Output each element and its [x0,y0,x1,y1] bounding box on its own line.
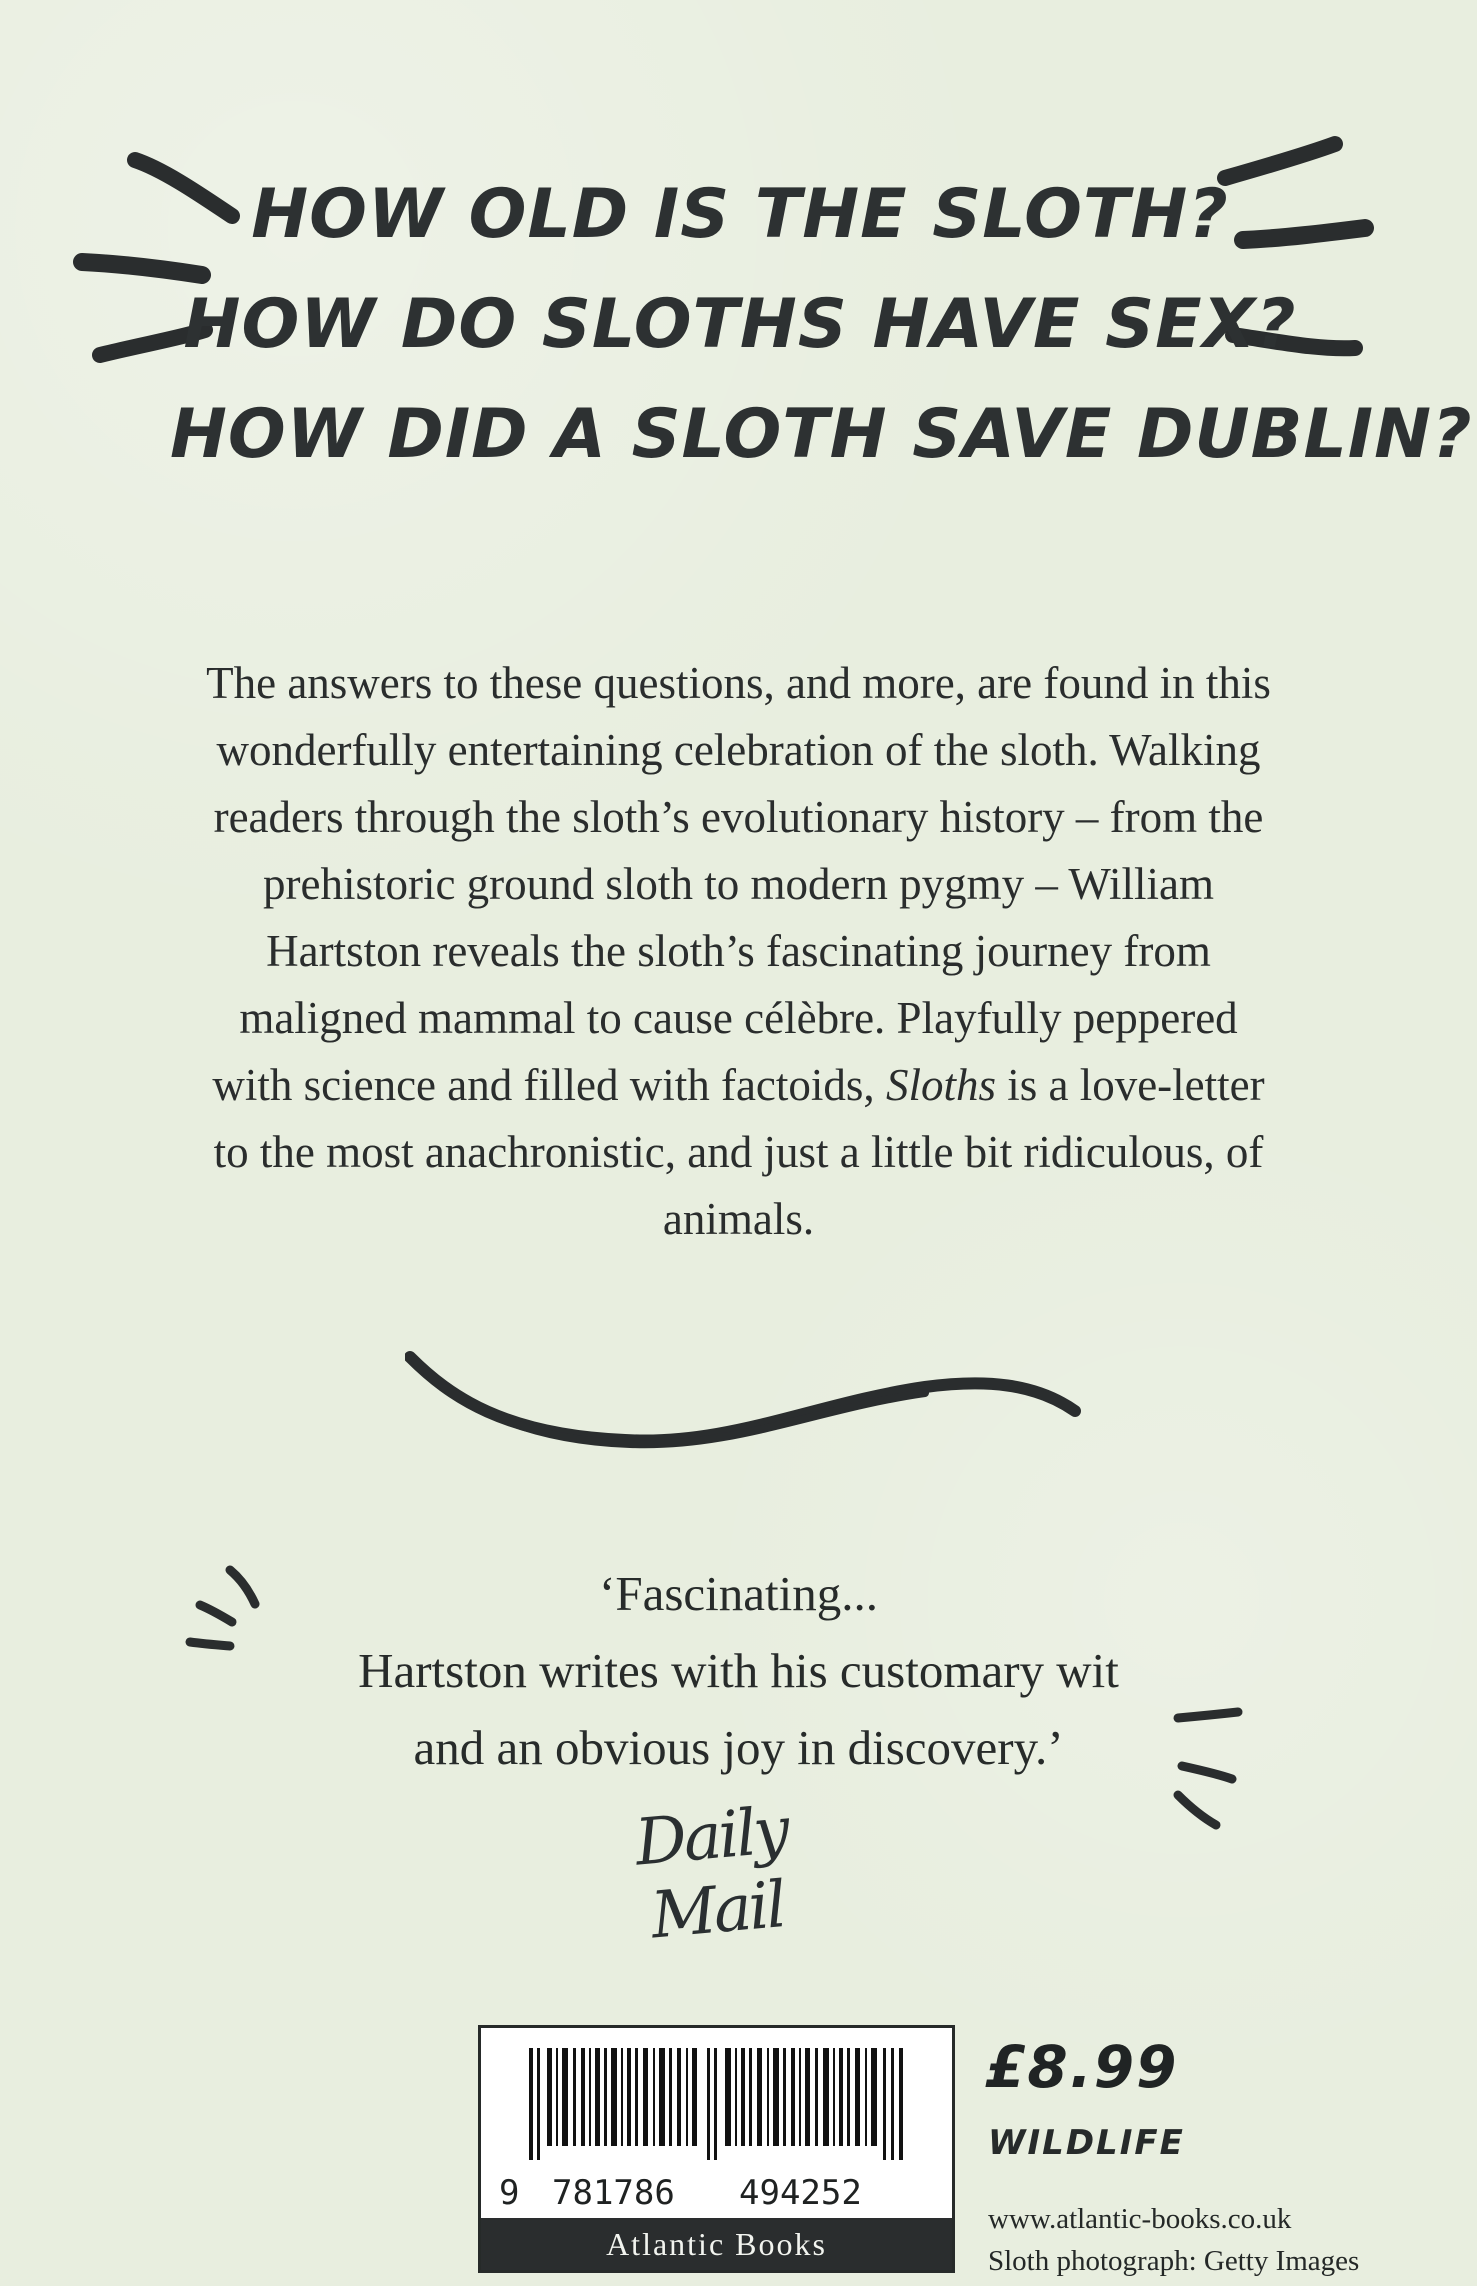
isbn-group-1: 781786 [552,2173,675,2213]
book-title-inline: Sloths [885,1060,996,1110]
price-label: £8.99 [985,2033,1179,2101]
description-text-part1: The answers to these questions, and more, are found in this wonderfully entertaining celebration of the sloth. Walking readers through the sloth’s evolutionary history – from the prehistoric ground sloth to modern pygmy – William Hartston reveals the sloth’s fascinating journey from maligned mammal to cause célèbre. Playfully peppered with science and filled with factoids, [206,658,1271,1110]
category-label: WILDLIFE [988,2123,1185,2163]
publisher-website: www.atlantic-books.co.uk [988,2203,1292,2235]
headline-questions [170,160,1473,490]
isbn-prefix: 9 [499,2173,520,2213]
quote-line: ‘Fascinating... [599,1566,878,1621]
description-text-part2: is a love-letter to the most anachronistic, and just a little bit ridiculous, of animals. [213,1060,1265,1244]
barcode-panel [478,2025,955,2273]
quote-line: Hartston writes with his customary wit [358,1643,1119,1698]
question-line: HOW OLD IS THE SLOTH? [251,175,1229,254]
barcode-icon [529,2048,909,2160]
photo-credit: Sloth photograph: Getty Images [988,2245,1360,2277]
question-line: HOW DID A SLOTH SAVE DUBLIN? [170,395,1473,474]
book-description [200,650,1277,1253]
isbn-number [495,2173,940,2218]
publisher-name: Atlantic Books [481,2218,952,2270]
quote-source-logo: Daily Mail [632,1793,790,1954]
review-quote [220,1555,1257,1786]
swoosh-divider-icon [405,1345,1085,1465]
quote-line: and an obvious joy in discovery.’ [413,1720,1064,1775]
isbn-group-2: 494252 [739,2173,862,2213]
description-paragraph [200,650,1277,1253]
question-line: HOW DO SLOTHS HAVE SEX? [183,285,1297,364]
